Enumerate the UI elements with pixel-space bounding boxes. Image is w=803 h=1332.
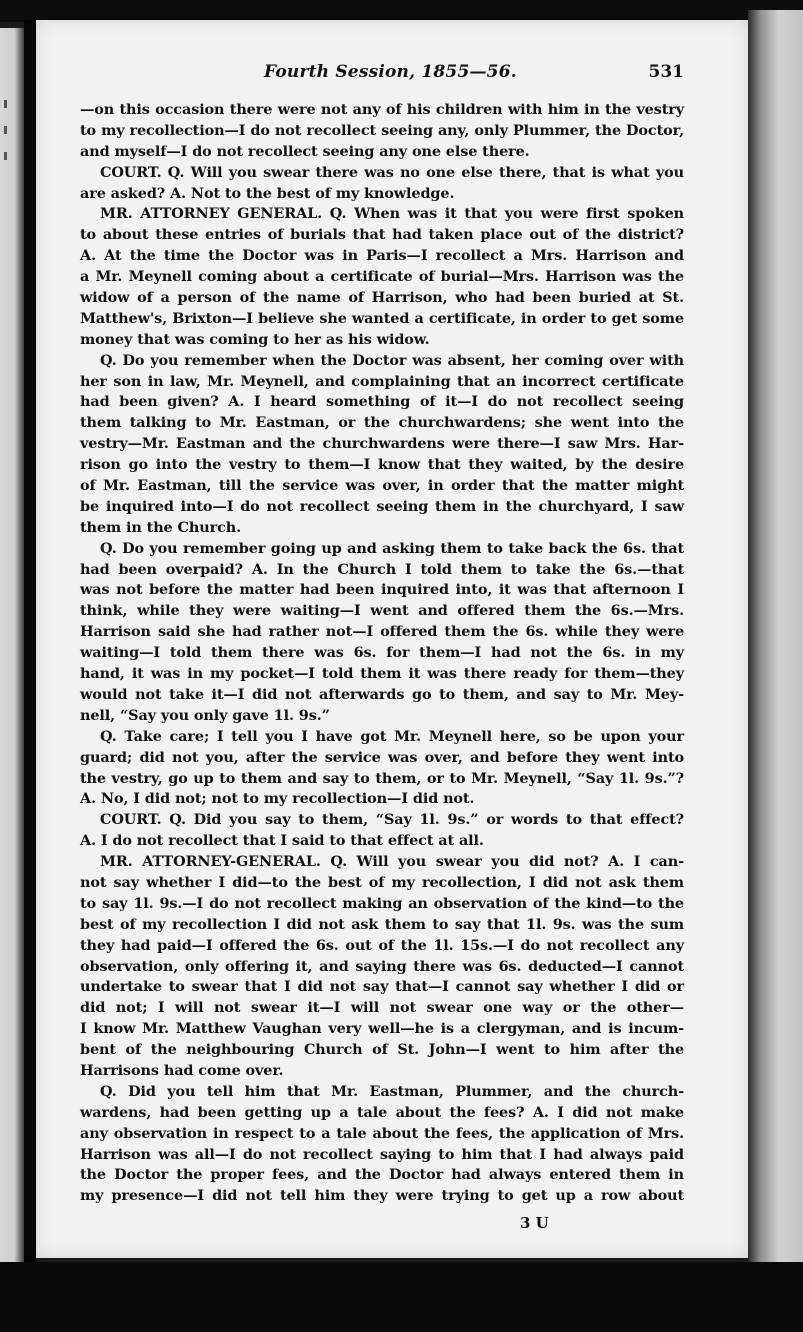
text-line: —on this occasion there were not any of his children with him in the vestry <box>80 101 684 118</box>
text-line: undertake to swear that I did not say that—I cannot say whether I did or <box>80 978 684 996</box>
text-line: A. I do not recollect that I said to that effect at all. <box>80 832 484 850</box>
text-line: MR. ATTORNEY-GENERAL. Q. Will you swear you did not? A. I can- <box>100 853 684 871</box>
text-line: and myself—I do not recollect seeing any one else there. <box>80 142 530 160</box>
text-line: not say whether I did—to the best of my recollection, I did not ask them <box>80 873 684 891</box>
text-line: they had paid—I offered the 6s. out of the 1l. 15s.—I do not recollect any <box>80 936 684 954</box>
facing-page-edge <box>0 28 26 1268</box>
text-line: COURT. Q. Did you say to them, “Say 1l. 9s.” or words to that effect? <box>100 811 684 829</box>
text-line: was not before the matter had been inquired into, it was that afternoon I <box>80 581 684 599</box>
text-line: my presence—I did not tell him they were trying to get up a row about <box>80 1187 684 1205</box>
running-head: Fourth Session, 1855—56. <box>264 62 517 82</box>
text-line: Harrisons had come over. <box>80 1061 284 1079</box>
text-line: to my recollection—I do not recollect seeing any, only Plummer, the Doctor, <box>80 121 684 139</box>
text-line: are asked? A. Not to the best of my knowledge. <box>80 184 455 202</box>
scanner-border-top <box>0 0 803 22</box>
text-line: MR. ATTORNEY GENERAL. Q. When was it that you were first spoken <box>100 205 684 223</box>
text-line: waiting—I told them there was 6s. for them—I had not the 6s. in my <box>80 644 684 662</box>
book-page <box>36 20 748 1258</box>
signature-mark: 3 U <box>520 1214 549 1232</box>
text-line: A. At the time the Doctor was in Paris—I recollect a Mrs. Harrison and <box>80 247 684 265</box>
text-line: Q. Do you remember when the Doctor was absent, her coming over with <box>100 351 684 369</box>
text-line: rison go into the vestry to them—I know that they waited, by the desire <box>80 456 684 474</box>
page-number: 531 <box>648 62 684 82</box>
text-line: COURT. Q. Will you swear there was no one else there, that is what you <box>100 163 684 181</box>
scanner-border-bottom <box>0 1262 803 1332</box>
text-line: did not; I will not swear it—I will not swear one way or the other— <box>80 999 684 1017</box>
text-line: Q. Take care; I tell you I have got Mr. Meynell here, so be upon your <box>100 727 684 745</box>
text-line: a Mr. Meynell coming about a certificate of burial—Mrs. Harrison was the <box>80 268 684 286</box>
text-line: money that was coming to her as his widow. <box>80 330 430 348</box>
text-line: Matthew's, Brixton—I believe she wanted a certificate, in order to get some <box>80 309 684 327</box>
page-edge-right <box>748 10 803 1290</box>
text-line: to say 1l. 9s.—I do not recollect making an observation of the kind—to the <box>80 894 684 912</box>
text-line: the vestry, go up to them and say to them, or to Mr. Meynell, “Say 1l. 9s.”? <box>80 769 684 787</box>
text-line: Harrison was all—I do not recollect saying to him that I had always paid <box>80 1145 684 1163</box>
text-line: hand, it was in my pocket—I told them it was there ready for them—they <box>80 665 684 683</box>
text-line: observation, only offering it, and saying there was 6s. deducted—I cannot <box>80 957 684 975</box>
body-text <box>80 100 684 1207</box>
text-line: of Mr. Eastman, till the service was over, in order that the matter might <box>80 477 684 495</box>
text-line: I know Mr. Matthew Vaughan very well—he is a clergyman, and is incum- <box>80 1020 684 1038</box>
facing-page-marks <box>4 100 14 178</box>
page-header <box>36 62 748 86</box>
text-line: think, while they were waiting—I went and offered them the 6s.—Mrs. <box>80 602 684 620</box>
text-line: Q. Did you tell him that Mr. Eastman, Plummer, and the church- <box>100 1082 684 1100</box>
text-line: them talking to Mr. Eastman, or the churchwardens; she went into the <box>80 414 684 432</box>
text-line: wardens, had been getting up a tale about the fees? A. I did not make <box>80 1103 684 1121</box>
text-line: vestry—Mr. Eastman and the churchwardens were there—I saw Mrs. Har- <box>80 435 684 453</box>
text-line: had been overpaid? A. In the Church I told them to take the 6s.—that <box>80 560 684 578</box>
text-line: to about these entries of burials that had taken place out of the district? <box>80 226 684 244</box>
text-line: would not take it—I did not afterwards go to them, and say to Mr. Mey- <box>80 685 684 703</box>
text-line: bent of the neighbouring Church of St. John—I went to him after the <box>80 1041 684 1059</box>
text-line: her son in law, Mr. Meynell, and complaining that an incorrect certificate <box>80 372 684 390</box>
text-line: them in the Church. <box>80 518 242 536</box>
text-line: A. No, I did not; not to my recollection—I did not. <box>80 790 475 808</box>
text-line: the Doctor the proper fees, and the Doctor had always entered them in <box>80 1166 684 1184</box>
text-line: be inquired into—I do not recollect seeing them in the churchyard, I saw <box>80 497 684 515</box>
text-line: any observation in respect to a tale about the fees, the application of Mrs. <box>80 1124 684 1142</box>
text-line: guard; did not you, after the service was over, and before they went into <box>80 748 684 766</box>
book-gutter <box>24 20 36 1280</box>
text-line: widow of a person of the name of Harrison, who had been buried at St. <box>80 289 684 307</box>
text-line: Q. Do you remember going up and asking them to take back the 6s. that <box>100 539 684 557</box>
text-line: Harrison said she had rather not—I offered them the 6s. while they were <box>80 623 684 641</box>
text-line: nell, “Say you only gave 1l. 9s.” <box>80 706 330 724</box>
text-line: best of my recollection I did not ask them to say that 1l. 9s. was the sum <box>80 915 684 933</box>
text-line: had been given? A. I heard something of it—I do not recollect seeing <box>80 393 684 411</box>
